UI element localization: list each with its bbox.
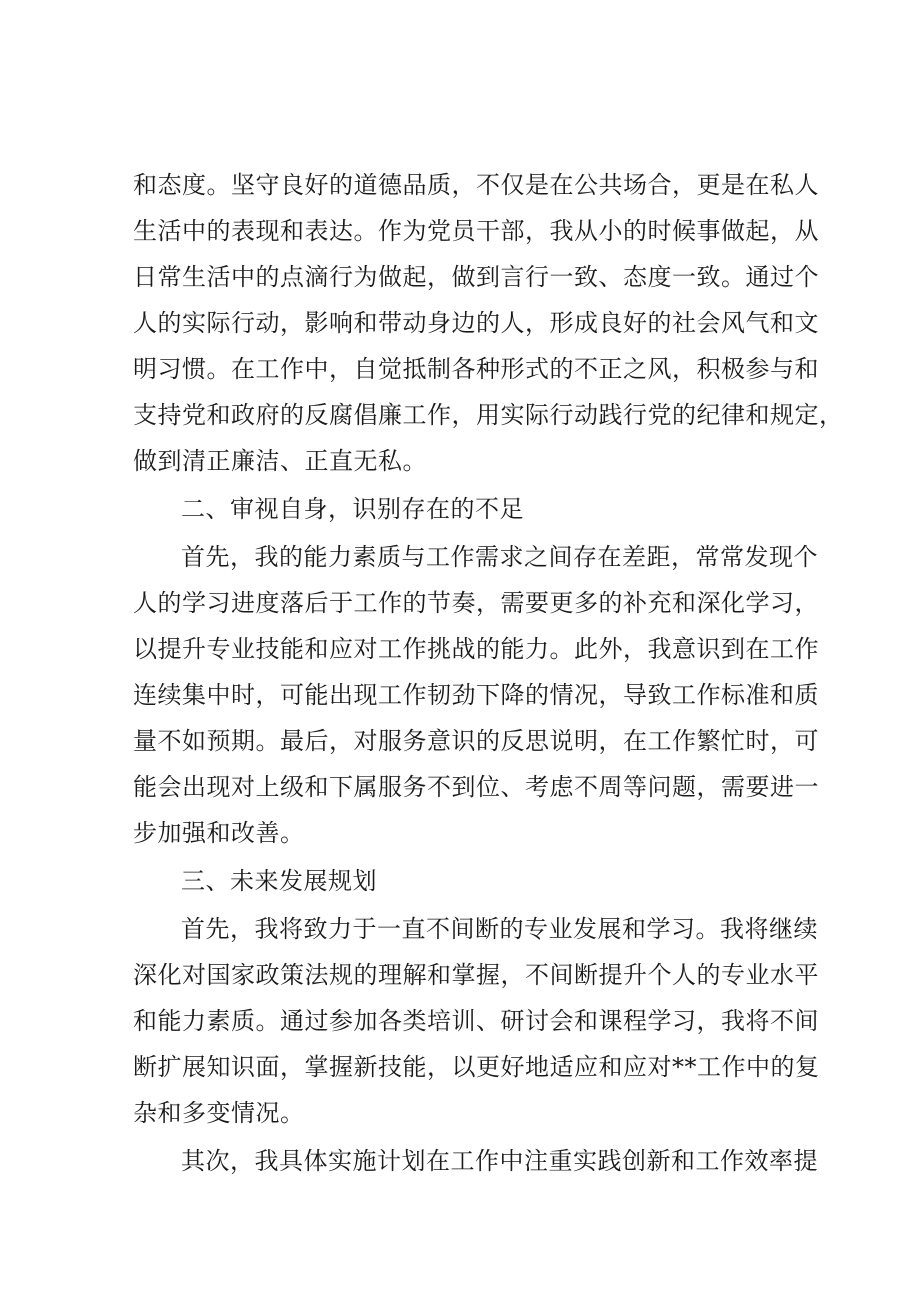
text-line: 连续集中时，可能出现工作韧劲下降的情况，导致工作标准和质 bbox=[133, 681, 819, 709]
paragraph-professional-development bbox=[133, 906, 820, 1136]
text-line: 人的学习进度落后于工作的节奏，需要更多的补充和深化学习， bbox=[133, 589, 819, 617]
section-heading-future-plan bbox=[133, 858, 789, 904]
text-line: 和态度。坚守良好的道德品质，不仅是在公共场合，更是在私人 bbox=[133, 171, 819, 199]
text-line: 人的实际行动，影响和带动身边的人，形成良好的社会风气和文 bbox=[133, 309, 819, 337]
text-line: 首先，我的能力素质与工作需求之间存在差距，常常发现个 bbox=[181, 543, 818, 571]
text-line: 深化对国家政策法规的理解和掌握，不间断提升个人的专业水平 bbox=[133, 961, 819, 989]
text-line: 其次，我具体实施计划在工作中注重实践创新和工作效率提 bbox=[181, 1147, 818, 1175]
section-heading-shortcomings bbox=[133, 486, 789, 532]
heading-line: 三、未来发展规划 bbox=[181, 867, 377, 895]
text-line: 首先，我将致力于一直不间断的专业发展和学习。我将继续 bbox=[181, 915, 818, 943]
text-line: 生活中的表现和表达。作为党员干部，我从小的时候事做起，从 bbox=[133, 217, 819, 245]
text-line: 支持党和政府的反腐倡廉工作，用实际行动践行党的纪律和规定， bbox=[133, 401, 844, 429]
text-line: 和能力素质。通过参加各类培训、研讨会和课程学习，我将不间 bbox=[133, 1007, 819, 1035]
heading-line: 二、审视自身，识别存在的不足 bbox=[181, 495, 524, 523]
text-line: 步加强和改善。 bbox=[133, 819, 305, 847]
text-line: 能会出现对上级和下属服务不到位、考虑不周等问题，需要进一 bbox=[133, 773, 819, 801]
text-line: 明习惯。在工作中，自觉抵制各种形式的不正之风，积极参与和 bbox=[133, 355, 819, 383]
text-line: 日常生活中的点滴行为做起，做到言行一致、态度一致。通过个 bbox=[133, 263, 819, 291]
text-line: 以提升专业技能和应对工作挑战的能力。此外，我意识到在工作 bbox=[133, 635, 819, 663]
document-body bbox=[133, 162, 844, 1184]
text-line: 量不如预期。最后，对服务意识的反思说明，在工作繁忙时，可 bbox=[133, 727, 819, 755]
text-line: 断扩展知识面，掌握新技能，以更好地适应和应对**工作中的复 bbox=[133, 1053, 820, 1081]
paragraph-practice-innovation bbox=[133, 1138, 818, 1184]
paragraph-shortcomings bbox=[133, 534, 819, 856]
paragraph-integrity bbox=[133, 162, 844, 484]
text-line: 做到清正廉洁、正直无私。 bbox=[133, 447, 427, 475]
text-line: 杂和多变情况。 bbox=[133, 1099, 305, 1127]
